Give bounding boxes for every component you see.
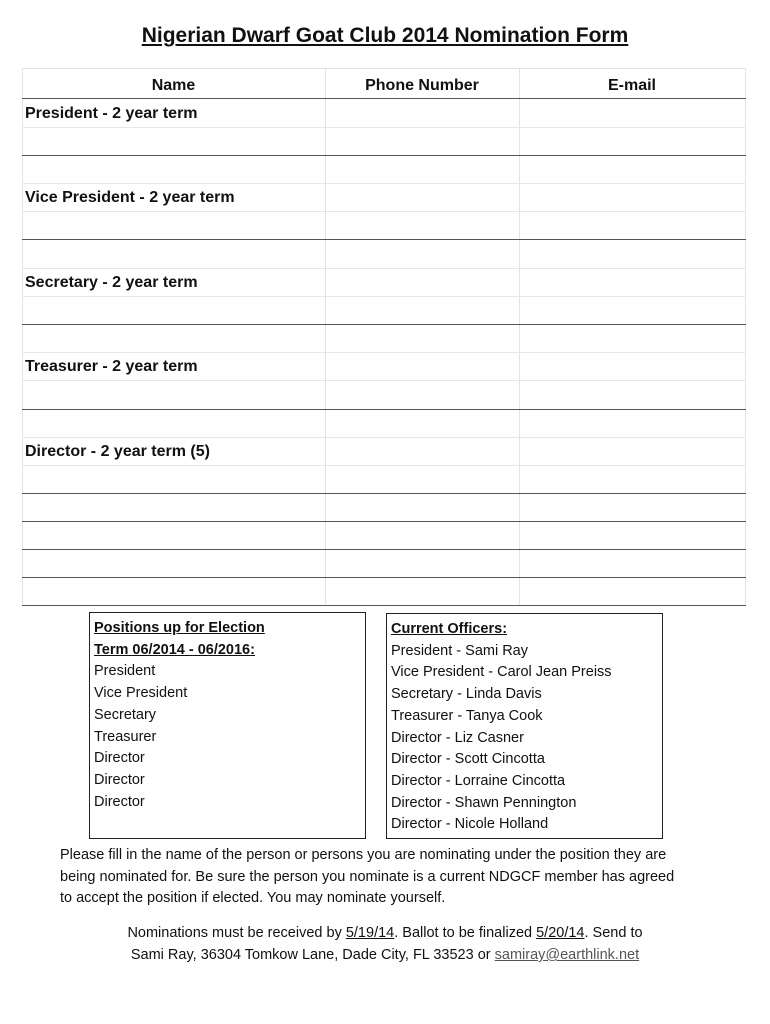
instructions-paragraph: Please fill in the name of the person or persons you are nominating under the position they are being nominated for. Be sure the person you nominate is a current NDGCF member has agreed to accept the position if elected. You may nominate yourself.: [60, 847, 675, 906]
header-email: E-mail: [607, 77, 656, 94]
submission-footer: [60, 922, 710, 966]
page-title: Nigerian Dwarf Goat Club 2014 Nomination Form: [141, 24, 629, 47]
director-row-rule: [22, 493, 746, 494]
officers-heading: Current Officers:: [391, 621, 508, 637]
row-line: [22, 268, 746, 269]
position-item: President: [94, 663, 156, 680]
row-line: [22, 296, 746, 297]
row-line: [22, 211, 746, 212]
officer-item: Secretary - Linda Davis: [391, 686, 542, 703]
nomination-table: [22, 68, 746, 606]
ballot-final-date: 5/20/14: [536, 925, 585, 941]
nomination-deadline-date: 5/19/14: [345, 925, 395, 941]
row-line: [22, 380, 746, 381]
grid-border-right: [745, 69, 746, 606]
office-vice-president: Vice President - 2 year term: [25, 189, 235, 206]
mailing-address: Sami Ray, 36304 Tomkow Lane, Dade City, FL 33523 or: [130, 947, 495, 963]
section-rule: [22, 239, 746, 240]
row-line: [22, 183, 746, 184]
table-bottom-rule: [22, 605, 746, 606]
address-line: [60, 944, 710, 966]
grid-divider-phone-email: [519, 69, 520, 606]
officer-item: Treasurer - Tanya Cook: [391, 707, 543, 724]
grid-divider-name-phone: [325, 69, 326, 606]
email-link[interactable]: samiray@earthlink.net: [494, 947, 640, 963]
section-rule: [22, 155, 746, 156]
office-secretary: Secretary - 2 year term: [25, 274, 198, 291]
grid-border-left: [22, 69, 23, 606]
director-row-rule: [22, 549, 746, 550]
position-item: Director: [94, 793, 145, 810]
deadline-line: [60, 922, 710, 944]
officer-item: Director - Shawn Pennington: [391, 794, 577, 811]
positions-heading: Positions up for Election: [94, 620, 265, 636]
director-row-rule: [22, 577, 746, 578]
office-director: Director - 2 year term (5): [25, 443, 210, 460]
row-line: [22, 465, 746, 466]
header-phone-number: Phone Number: [365, 77, 479, 94]
officer-item: President - Sami Ray: [391, 642, 528, 659]
officer-item: Director - Lorraine Cincotta: [391, 772, 566, 789]
officer-item: Director - Nicole Holland: [391, 816, 549, 833]
section-rule: [22, 409, 746, 410]
officer-item: Director - Liz Casner: [391, 729, 524, 746]
header-name: Name: [151, 77, 196, 94]
position-item: Director: [94, 771, 145, 788]
office-president: President - 2 year term: [25, 105, 198, 122]
officer-item: Director - Scott Cincotta: [391, 751, 545, 768]
position-item: Director: [94, 750, 145, 767]
header-rule: [22, 98, 746, 99]
position-item: Treasurer: [94, 728, 157, 745]
current-officers-box: [386, 613, 663, 839]
position-item: Vice President: [94, 685, 188, 702]
row-line: [22, 127, 746, 128]
deadline-text: Nominations must be received by: [127, 925, 346, 941]
send-to-text: . Send to: [584, 925, 643, 941]
row-line: [22, 352, 746, 353]
office-treasurer: Treasurer - 2 year term: [25, 358, 198, 375]
section-rule: [22, 324, 746, 325]
ballot-text: . Ballot to be finalized: [394, 925, 537, 941]
position-item: Secretary: [94, 706, 157, 723]
row-line: [22, 437, 746, 438]
director-row-rule: [22, 521, 746, 522]
positions-term: Term 06/2014 - 06/2016:: [94, 641, 255, 658]
positions-up-for-election-box: [89, 612, 366, 839]
officer-item: Vice President - Carol Jean Preiss: [391, 664, 612, 681]
